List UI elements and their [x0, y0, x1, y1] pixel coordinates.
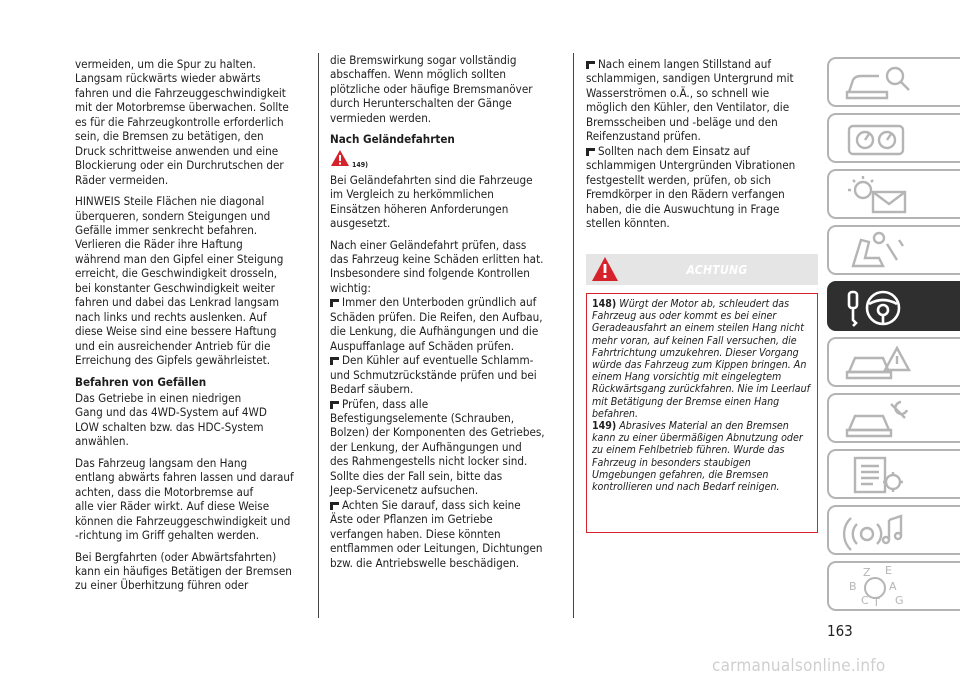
- page-number: 163: [827, 622, 853, 640]
- note-paragraph: HINWEIS Steile Flächen nie diagonal überqueren, sondern Steigungen und Gefälle immer senkrecht befahren. Verlieren die Räder ihre Haftung während man den Gipfel einer Steigung erreicht, die Geschwindigkeit drosseln, bei konstanter Geschwindigkeit weiter fahren und dabei das Lenkrad langsam nach links und rechts auslenken. Auf diese Weise sind eine bessere Haftung und ein ausreichender Antrieb für die Erreichung des Gipfels gewährleistet.: [75, 194, 284, 368]
- column-divider: [573, 53, 574, 618]
- warning-title: ACHTUNG: [686, 263, 748, 277]
- warning-number: 149): [592, 420, 617, 433]
- index-letter: T: [873, 596, 880, 609]
- section-heading: Befahren von Gefällen: [75, 374, 207, 389]
- paragraph: vermeiden, um die Spur zu halten. Langsam rückwärts wieder abwärts fahren und die Fahrzeuggeschwindigkeit mit der Motorbremse überwachen. Sollte es für die Fahrzeugkontrolle erforderlich sein, die Bremsen zu betätigen, den Druck schrittweise anwenden und eine Blockierung oder ein Durchrutschen der Räder vermeiden.: [75, 57, 289, 187]
- paragraph: Bei Geländefahrten sind die Fahrzeuge im Vergleich zu herkömmlichen Einsätzen höheren Anforderungen ausgesetzt.: [330, 172, 533, 231]
- bullet-icon: [330, 299, 339, 307]
- bullet-icon: [330, 357, 339, 365]
- chapter-tab-multimedia[interactable]: [827, 505, 960, 555]
- warning-number: 148): [592, 298, 617, 310]
- bullet-icon: [586, 148, 595, 156]
- index-letter: C: [861, 594, 869, 607]
- list-item-text: Immer den Unterboden gründlich auf Schäden prüfen. Die Reifen, den Aufbau, die Lenkung, die Aufhängungen und die Auspuffanlage auf Schäden prüfen.: [330, 295, 543, 353]
- list-item-text: Achten Sie darauf, dass sich keine Äste oder Pflanzen im Getriebe verfangen haben. Diese könnten entflammen oder Leitungen, Dichtungen bzw. die Antriebswelle beschädigen.: [330, 497, 543, 570]
- list-item: [330, 498, 562, 570]
- car-warning-icon: [843, 342, 913, 384]
- airbag-seat-icon: [843, 230, 913, 272]
- paragraph: Bei Bergfahrten (oder Abwärtsfahrten) kann ein häufiges Betätigen der Bremsen zu einer Überhitzung führen oder: [75, 549, 292, 593]
- chapter-tab-knowing-vehicle[interactable]: [827, 57, 960, 107]
- paragraph: Das Fahrzeug langsam den Hang entlang abwärts fahren lassen und darauf achten, dass die Motorbremse auf alle vier Räder wirkt. Auf diese Weise können die Fahrzeuggeschwindigkeit und -richtung im Griff gehalten werden.: [75, 455, 294, 543]
- text-column-middle: [330, 53, 562, 570]
- index-letter: E: [885, 566, 892, 577]
- light-message-icon: [843, 174, 913, 216]
- alphabetical-index-icon: [843, 566, 913, 610]
- chapter-tab-starting-driving[interactable]: [827, 281, 960, 331]
- chapter-tab-lights-messages[interactable]: [827, 169, 960, 219]
- chapter-tab-index[interactable]: [827, 561, 960, 611]
- list-item-text: Sollten nach dem Einsatz auf schlammigen Untergründen Vibrationen festgestellt werden, prüfen, ob sich Fremdkörper in den Rädern verfangen haben, die die Auswuchtung in Frage stellen könnten.: [586, 143, 796, 230]
- index-letter: A: [889, 580, 897, 593]
- paragraph: Das Getriebe in einen niedrigen Gang und das 4WD-System auf 4WD LOW schalten bzw. das HDC-System anwählen.: [75, 390, 267, 449]
- list-item-text: Prüfen, dass alle Befestigungselemente (Schrauben, Bolzen) der Komponenten des Getriebes, der Lenkung, der Aufhängungen und des Rahmengestells nicht locker sind. Sollte dies der Fall sein, bitte das Jeep-Servicenetz aufsuchen.: [330, 396, 545, 498]
- list-item: [330, 295, 562, 353]
- list-item: [330, 353, 562, 396]
- list-item: [330, 397, 562, 498]
- chapter-tab-servicing[interactable]: [827, 393, 960, 443]
- bullet-icon: [330, 502, 339, 510]
- warning-item: [592, 298, 812, 420]
- bullet-icon: [330, 401, 339, 409]
- list-item-text: Den Kühler auf eventuelle Schlamm- und Schmutzrückstände prüfen und bei Bedarf säubern.: [330, 353, 537, 397]
- warning-reference: [330, 149, 562, 171]
- chapter-tab-safety[interactable]: [827, 225, 960, 275]
- text-column-left: [75, 57, 311, 593]
- warning-item: [592, 420, 812, 493]
- warning-text: Würgt der Motor ab, schleudert das Fahrzeug aus oder kommt es bei einer Geradeausfahrt an einem steilen Hang nicht mehr voran, auf keinen Fall versuchen, die Fahrtrichtung umzukehren. Dieser Vorgang würde das Fahrzeug zum Kippen bringen. An einem Hang vorsichtig mit eingelegtem Rückwärtsgang zurückfahren. Nie im Leerlauf mit Betätigung der Bremse einen Hang befahren.: [592, 298, 811, 420]
- warning-ref-number: 149): [352, 160, 369, 169]
- list-item: [586, 57, 820, 144]
- warning-header: [586, 254, 818, 285]
- bullet-icon: [586, 61, 595, 69]
- watermark-text: carmanualsonline.info: [712, 656, 886, 676]
- index-letter: B: [849, 580, 857, 593]
- index-letter: Z: [863, 566, 871, 579]
- index-letter: G: [895, 594, 904, 607]
- section-heading: Nach Geländefahrten: [330, 132, 455, 147]
- chapter-tab-technical-data[interactable]: [827, 449, 960, 499]
- list-item-text: Nach einem langen Stillstand auf schlammigen, sandigen Untergrund mit Wasserströmen o.Ä., so schnell wie möglich den Kühler, den Ventilator, die Bremsscheiben und -beläge und den Reifenzustand prüfen.: [586, 57, 794, 144]
- key-steering-wheel-icon: [843, 286, 913, 328]
- list-item: [586, 144, 820, 231]
- multimedia-icon: [843, 510, 913, 552]
- warning-text: Abrasives Material an den Bremsen kann zu einer übermäßigen Abnutzung oder zu einem Fehlbetrieb führen. Wurde das Fahrzeug in besonders staubigen Umgebungen gefahren, die Bremsen kontrollieren und nach Bedarf reinigen.: [592, 420, 803, 494]
- warning-triangle-icon: [330, 149, 350, 167]
- dashboard-icon: [843, 118, 913, 160]
- chapter-tab-dashboard[interactable]: [827, 113, 960, 163]
- technical-data-icon: [843, 454, 913, 496]
- text-column-right: [586, 57, 820, 230]
- paragraph: die Bremswirkung sogar vollständig abschaffen. Wenn möglich sollten plötzliche oder häufige Bremsmanöver durch Herunterschalten der Gänge vermieden werden.: [330, 53, 533, 125]
- warning-box: [586, 293, 818, 533]
- column-divider: [318, 53, 319, 618]
- chapter-tab-emergency[interactable]: [827, 337, 960, 387]
- car-search-icon: [843, 62, 913, 104]
- car-service-icon: [843, 398, 913, 440]
- paragraph: Nach einer Geländefahrt prüfen, dass das Fahrzeug keine Schäden erlitten hat. Insbesondere sind folgende Kontrollen wichtig:: [330, 237, 544, 295]
